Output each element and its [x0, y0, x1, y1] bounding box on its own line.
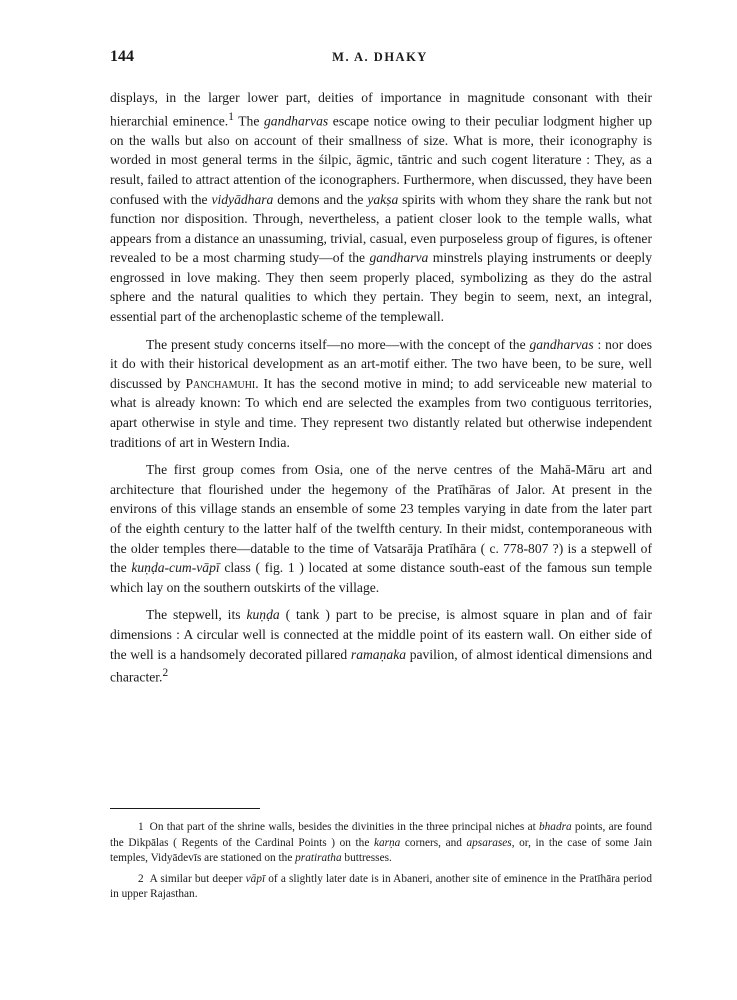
- text-run: displays, in the larger lower part, deities of importance in magnitude consonant with their hierarchial eminence.: [110, 90, 652, 129]
- paragraph: [110, 460, 652, 597]
- text-run: , or, in the case of some Jain temples, Vidyādevīs are stationed on the: [110, 836, 652, 865]
- footnote-divider: [110, 808, 260, 809]
- italic-term: ramaṇaka: [350, 646, 407, 662]
- text-run: pavilion, of almost identical dimensions and character.: [110, 646, 652, 685]
- footnote-number: 1: [138, 821, 144, 833]
- italic-term: vidyādhara: [211, 191, 274, 207]
- paragraph: [110, 88, 652, 327]
- italic-term: karṇa: [373, 836, 401, 849]
- text-run: demons and the: [273, 191, 368, 207]
- page-header: [110, 48, 650, 70]
- italic-term: pratiratha: [295, 852, 342, 865]
- running-head: M. A. DHAKY: [332, 50, 428, 64]
- text-run: The: [233, 113, 264, 129]
- text-run: : nor does it do with their historical development as an art-motif either. The two have been, to be sure, well discussed by: [110, 336, 652, 391]
- footnote: [110, 820, 652, 867]
- text-run: minstrels playing instruments or deeply engrossed in love making. They then seem properly placed, symbolizing as they do the astral sphere and the natural qualities to which they pertain. They begin to seem, next, an integral, essential part of the archenoplastic scheme of the templewall.: [110, 250, 652, 325]
- text-run: buttresses.: [341, 852, 392, 865]
- paragraph: [110, 335, 652, 453]
- text-run: A similar but deeper: [149, 872, 246, 885]
- author-name: Panchamuhi: [185, 375, 256, 391]
- body-text: [110, 88, 652, 695]
- page-number: 144: [110, 48, 134, 65]
- text-run: class ( fig. 1 ) located at some distance south-east of the famous sun temple which lay on the southern outskirts of the village.: [110, 560, 653, 595]
- text-run: The present study concerns itself—no more—with the concept of the: [146, 336, 530, 352]
- italic-term: vāpī: [245, 872, 266, 885]
- italic-term: apsarases: [466, 836, 512, 849]
- footnote-number: 2: [138, 872, 144, 885]
- italic-term: gandharvas: [263, 113, 329, 129]
- text-run: On that part of the shrine walls, besides the divinities in the three principal niches at: [149, 821, 539, 833]
- text-run: corners, and: [400, 836, 467, 849]
- italic-term: gandharva: [369, 250, 429, 266]
- italic-term: kuṇḍa: [246, 607, 280, 623]
- italic-term: gandharvas: [529, 336, 594, 352]
- text-run: points, are found the Dikpālas ( Regents of the Cardinal Points ) on the: [110, 821, 652, 849]
- text-run: of a slightly later date is in Abaneri, another site of eminence in the Pratīhāra period in upper Rajasthan.: [110, 872, 652, 901]
- text-run: . It has the second motive in mind; to add serviceable new material to what is already known: To which end are selected the examples from two contiguous territories, apart otherwise in style and time. They represent two distantly related but otherwise independent traditions of art in Western India.: [110, 375, 653, 450]
- text-run: spirits with whom they share the rank but not function nor disposition. Through, nevertheless, a patient closer look to the temple walls, what appears from a distance an unassuming, trivial, casual, even purposeless group of figures, is oftener revealed to be a most charming study—of the: [110, 191, 652, 266]
- italic-term: yakṣa: [367, 191, 399, 207]
- italic-term: bhadra: [539, 821, 572, 833]
- text-run: escape notice owing to their peculiar lodgment higher up on the walls but also on account of their smallness of size. What is more, their iconography is worded in most general terms in the śilpic, āgmic, tāntric and such cogent literature : They, as a result, failed to attract attention of the iconographers. Furthermore, when discussed, they have been confused with the: [110, 113, 652, 207]
- italic-term: kuṇḍa-cum-vāpī: [131, 560, 220, 576]
- footnote: [110, 872, 652, 903]
- text-run: The stepwell, its: [146, 607, 247, 623]
- footnote-ref: 2: [162, 667, 169, 680]
- footnotes: [110, 820, 652, 908]
- paragraph: [110, 605, 652, 687]
- text-run: The first group comes from Osia, one of the nerve centres of the Mahā-Māru art and architecture that flourished under the hegemony of the Pratīhāras of Jalor. At present in the environs of this village stands an ensemble of some 23 temples varying in date from the later part of the eighth century to the latter half of the twelfth century. In their midst, contemporaneous with the older temples there—datable to the time of Vatsarāja Pratīhāra ( c. 778-807 ?) is a stepwell of the: [110, 462, 652, 576]
- footnote-ref: 1: [228, 110, 234, 123]
- text-run: ( tank ) part to be precise, is almost square in plan and of fair dimensions : A circular well is connected at the middle point of its eastern wall. On either side of the well is a handsomely decorated pillared: [110, 607, 652, 662]
